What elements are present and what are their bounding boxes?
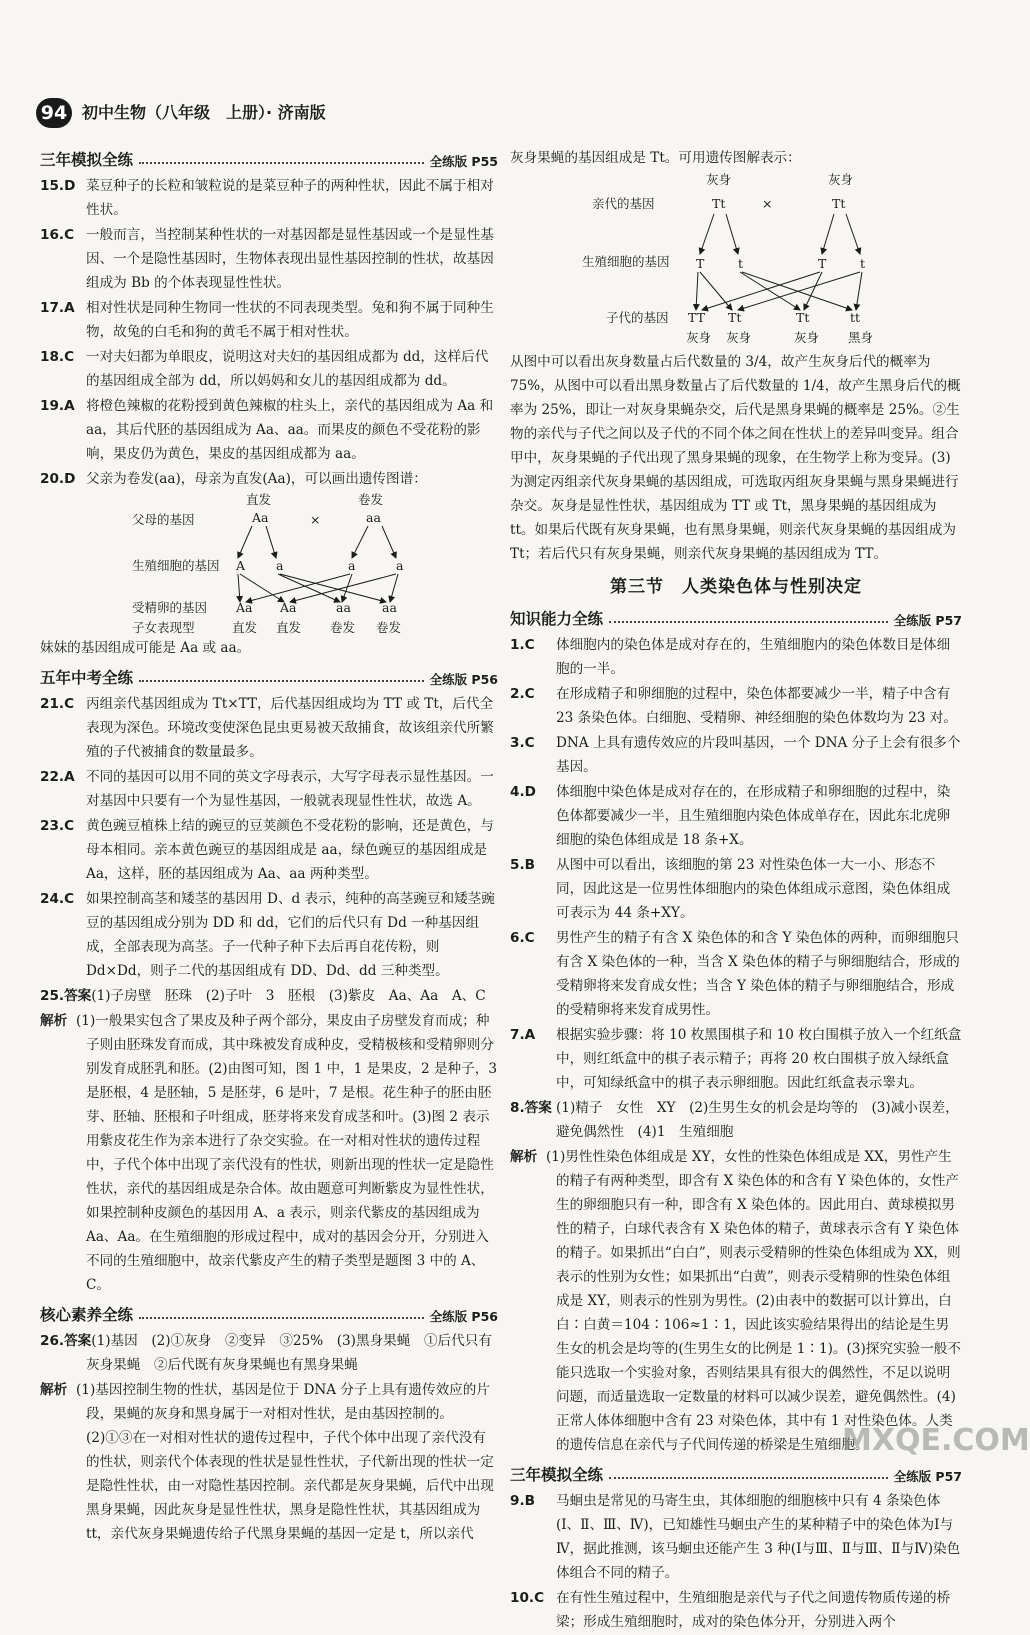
item-text: DNA 上具有遗传效应的片段叫基因，一个 DNA 分子上会有很多个基因。	[556, 735, 961, 775]
item-number: 3.C	[510, 735, 535, 751]
gamete: t	[860, 256, 866, 271]
answer-item	[40, 984, 498, 1008]
section-title: 三年模拟全练	[510, 1466, 604, 1484]
right-column	[510, 146, 962, 1635]
item-text: (1)基因控制生物的性状，基因是位于 DNA 分子上具有遗传效应的片段，果蝇的灰身和黑身属于一对相对性状，是由基因控制的。(2)①③在一对相对性状的遗传过程中，子代个体中出现了亲代没有的性状，则亲代个体表现的性状是显性性状，子代新出现的性状一定是隐性性状，由一对隐性基因控制。亲代都是灰身果蝇，后代中出现黑身果蝇，因此灰身是显性性状，黑身是隐性性状，其基因组成为 tt，亲代灰身果蝇遗传给子代黑身果蝇的基因一定是 t，所以亲代	[76, 1382, 494, 1542]
item-number: 2.C	[510, 686, 535, 702]
offspring-phenotype: 卷发	[330, 620, 356, 635]
item-number: 20.D	[40, 471, 76, 487]
answer-item	[40, 174, 498, 222]
item-text: 将橙色辣椒的花粉授到黄色辣椒的柱头上，亲代的基因组成为 Aa 和 aa，其后代胚的基因组成为 Aa、aa。而果皮的颜色不受花粉的影响，果皮仍为黄色，果皮的基因组成都为 aa。	[86, 398, 494, 462]
offspring-genotype: Aa	[280, 600, 297, 615]
section-header	[40, 1299, 498, 1325]
gamete: a	[276, 558, 284, 573]
gamete: T	[696, 256, 705, 271]
section-title: 三年模拟全练	[40, 151, 134, 169]
answer-item	[510, 731, 962, 779]
item-text: 在形成精子和卵细胞的过程中，染色体都要减少一半，精子中含有 23 条染色体。白细胞、受精卵、神经细胞的染色体数均为 23 对。	[556, 686, 957, 726]
item-text: 体细胞内的染色体是成对存在的，生殖细胞内的染色体数目是体细胞的一半。	[556, 637, 951, 677]
section-ref: 全练版 P57	[893, 613, 962, 628]
item-text: 根据实验步骤：将 10 枚黑围棋子和 10 枚白围棋子放入一个红纸盒中，则红纸盒中的棋子表示精子；再将 20 枚白围棋子放入绿纸盒中，可知绿纸盒中的棋子表示卵细胞。因此红纸盒表示睾丸。	[556, 1027, 962, 1091]
phenotype-label: 灰身	[706, 172, 732, 187]
continued-text: 灰身果蝇的基因组成是 Tt。可用遗传图解表示：	[510, 150, 801, 166]
item-number: 25.答案	[40, 988, 92, 1004]
offspring-genotype: Tt	[728, 310, 742, 325]
gamete: A	[236, 558, 246, 573]
book-title: 初中生物（八年级 上册）· 济南版	[82, 103, 326, 122]
item-number: 9.B	[510, 1493, 535, 1509]
phenotype-label: 灰身	[828, 172, 854, 187]
explanation	[40, 1378, 498, 1546]
item-number: 22.A	[40, 769, 75, 785]
diagram-conclusion: 妹妹的基因组成可能是 Aa 或 aa。	[40, 640, 251, 656]
answer-item	[40, 223, 498, 295]
offspring-genotype: Aa	[236, 600, 253, 615]
item-number: 8.答案	[510, 1100, 552, 1116]
phenotype-label: 卷发	[358, 492, 384, 507]
row-label: 子女表现型	[132, 620, 195, 635]
item-number: 解析	[40, 1382, 68, 1398]
item-number: 10.C	[510, 1590, 545, 1606]
page-header	[36, 96, 964, 132]
section-ref: 全练版 P56	[429, 1309, 498, 1324]
item-text: 一般而言，当控制某种性状的一对基因都是显性基因或一个是显性基因、一个是隐性基因时，生物体表现出显性基因控制的性状，故基因组成为 Bb 的个体表现显性性状。	[86, 227, 494, 291]
phenotype-label: 直发	[246, 492, 272, 507]
row-label: 父母的基因	[132, 512, 195, 527]
item-number: 16.C	[40, 227, 75, 243]
item-text: 男性产生的精子有含 X 染色体的和含 Y 染色体的两种，而卵细胞只有含 X 染色体的一种，当含 X 染色体的精子与卵细胞结合，形成的受精卵将来发育成女性；当含 Y 染色体的精子与卵细胞结合，形成的受精卵将来发育成男性。	[556, 930, 960, 1018]
answer-item	[40, 394, 498, 466]
item-text: 父亲为卷发(aa)，母亲为直发(Aa)，可以画出遗传图谱：	[86, 471, 427, 487]
item-number: 解析	[40, 1013, 68, 1029]
offspring-genotype: tt	[850, 310, 861, 325]
item-number: 17.A	[40, 300, 75, 316]
answer-item	[40, 296, 498, 344]
offspring-phenotype: 灰身	[794, 330, 820, 345]
chapter-title: 第三节 人类染色体与性别决定	[610, 577, 862, 597]
answer-item	[40, 692, 498, 764]
watermark: MXQE.COM	[842, 1423, 1030, 1458]
gamete: a	[348, 558, 356, 573]
row-label: 受精卵的基因	[132, 600, 208, 615]
offspring-genotype: Tt	[796, 310, 810, 325]
answer-item	[510, 853, 962, 925]
section-header	[40, 662, 498, 688]
answer-item	[510, 780, 962, 852]
item-text: 黄色豌豆植株上结的豌豆的豆荚颜色不受花粉的影响，还是黄色，与母本相同。亲本黄色豌豆的基因组成是 aa，绿色豌豆的基因组成是 Aa，这样，胚的基因组成为 Aa、aa 两种类型。	[86, 818, 494, 882]
item-text: (1)男性性染色体组成是 XY，女性的性染色体组成是 XX，男性产生的精子有两种类型，即含有 X 染色体的和含有 Y 染色体的，女性产生的卵细胞只有一种，即含有 X 染色体的。因此用白、黄球模拟男性的精子，白球代表含有 X 染色体的精子，黄球表示含有 Y 染色体的精子。如果抓出“白白”，则表示受精卵的性染色体组成为 XX，则表示的性别为女性；如果抓出“白黄”，则表示受精卵的性染色体组成是 XY，则表示的性别为男性。(2)由表中的数据可以计算出，白白∶白黄＝104∶106≈1∶1，因此该实验结果得出的结论是生男生女的机会是均等的(生男生女的比例是 1∶1)。(3)探究实验一般不能只选取一个实验对象，否则结果具有很大的偶然性，不足以说明问题，而适量选取一定数量的材料可以减少误差，避免偶然性。(4)正常人体体细胞中含有 23 对染色体，其中有 1 对性染色体。人类的遗传信息在亲代与子代间传递的桥梁是生殖细胞。	[546, 1149, 961, 1453]
item-number: 24.C	[40, 891, 75, 907]
cross-symbol: ×	[310, 512, 321, 527]
answer-item	[40, 814, 498, 886]
answer-item	[510, 1023, 962, 1095]
item-number: 18.C	[40, 349, 75, 365]
section-ref: 全练版 P56	[429, 672, 498, 687]
item-text: 体细胞中染色体是成对存在的，在形成精子和卵细胞的过程中，染色体都要减少一半，且生殖细胞内染色体成单存在，因此东北虎卵细胞的染色体组成是 18 条+X。	[556, 784, 951, 848]
section-title: 知识能力全练	[510, 610, 604, 628]
continued-text: 从图中可以看出灰身数量占后代数量的 3/4，故产生灰身后代的概率为 75%，从图中可以看出黑身数量占了后代数量的 1/4，故产生黑身后代的概率为 25%，即让一对灰身果蝇杂交，后代是黑身果蝇的概率是 25%。②生物的亲代与子代之间以及子代的不同个体之间在性状上的差异叫变异。组合甲中，灰身果蝇的子代出现了黑身果蝇的现象，在生物学上称为变异。(3)为测定丙组亲代灰身果蝇的基因组成，可选取丙组灰身果蝇与黑身果蝇进行杂交。灰身是显性性状，基因组成为 TT 或 Tt，黑身果蝇的基因组成为 tt。如果后代既有灰身果蝇，也有黑身果蝇，则亲代灰身果蝇的基因组成为 Tt；若后代只有灰身果蝇，则亲代灰身果蝇的基因组成为 TT。	[510, 354, 961, 562]
item-number: 解析	[510, 1149, 538, 1165]
item-number: 6.C	[510, 930, 535, 946]
offspring-phenotype: 直发	[232, 620, 258, 635]
item-number: 15.D	[40, 178, 76, 194]
answer-item	[510, 1096, 962, 1144]
item-text: 如果控制高茎和矮茎的基因用 D、d 表示，纯种的高茎豌豆和矮茎豌豆的基因组成分别为 DD 和 dd，它们的后代只有 Dd 一种基因组成，全部表现为高茎。子一代种子种下去后再自花传粉，则 Dd×Dd，则子二代的基因组成有 DD、Dd、dd 三种类型。	[86, 891, 495, 979]
offspring-phenotype: 卷发	[376, 620, 402, 635]
answer-item	[510, 1586, 962, 1634]
item-number: 26.答案	[40, 1333, 92, 1349]
row-label: 亲代的基因	[592, 196, 655, 211]
offspring-phenotype: 直发	[276, 620, 302, 635]
row-label: 生殖细胞的基因	[582, 254, 670, 269]
item-text: 菜豆种子的长粒和皱粒说的是菜豆种子的两种性状，因此不属于相对性状。	[86, 178, 494, 218]
answer-item	[40, 1329, 498, 1377]
item-number: 19.A	[40, 398, 75, 414]
answer-item	[40, 345, 498, 393]
cross-symbol: ×	[762, 196, 773, 211]
answer-item	[40, 887, 498, 983]
inheritance-diagram-fruitfly	[510, 170, 960, 352]
parent-genotype: aa	[366, 510, 381, 525]
row-label: 生殖细胞的基因	[132, 558, 220, 573]
section-ref: 全练版 P55	[429, 154, 498, 169]
gamete: a	[396, 558, 404, 573]
item-text: 丙组亲代基因组成为 Tt×TT，后代基因组成均为 TT 或 Tt，后代全表现为深色。环境改变使深色昆虫更易被天敌捕食，故该组亲代所繁殖的子代被捕食的数量最多。	[86, 696, 494, 760]
gamete: T	[818, 256, 827, 271]
item-number: 1.C	[510, 637, 535, 653]
offspring-genotype: aa	[336, 600, 351, 615]
parent-genotype: Tt	[832, 196, 846, 211]
item-number: 21.C	[40, 696, 75, 712]
explanation	[510, 1145, 962, 1457]
offspring-genotype: TT	[688, 310, 705, 325]
section-header	[510, 603, 962, 629]
section-ref: 全练版 P57	[893, 1469, 962, 1484]
answer-item	[40, 765, 498, 813]
item-number: 4.D	[510, 784, 536, 800]
parent-genotype: Aa	[252, 510, 269, 525]
item-text: 一对夫妇都为单眼皮，说明这对夫妇的基因组成都为 dd，这样后代的基因组成全部为 dd，所以妈妈和女儿的基因组成都为 dd。	[86, 349, 489, 389]
item-text: 马蛔虫是常见的马寄生虫，其体细胞的细胞核中只有 4 条染色体(Ⅰ、Ⅱ、Ⅲ、Ⅳ)，已知雄性马蛔虫产生的某种精子中的染色体为Ⅰ与Ⅳ，据此推测，该马蛔虫还能产生 3 种(Ⅰ与Ⅲ、Ⅱ与Ⅲ、Ⅱ与Ⅳ)染色体组合不同的精子。	[556, 1493, 961, 1581]
inheritance-diagram-hair	[40, 490, 490, 640]
item-text: (1)精子 女性 XY (2)生男生女的机会是均等的 (3)减小误差，避免偶然性 (4)1 生殖细胞	[556, 1100, 959, 1140]
item-text: (1)子房壁 胚珠 (2)子叶 3 胚根 (3)紫皮 Aa、Aa A、C	[91, 988, 486, 1004]
explanation	[40, 1009, 498, 1297]
item-text: (1)一般果实包含了果皮及种子两个部分，果皮由子房壁发育而成；种子则由胚珠发育而成，其中珠被发育成种皮，受精极核和受精卵则分别发育成胚乳和胚。(2)由图可知，图 1 中，1 是果皮，2 是种子，3 是胚根，4 是胚轴，5 是胚芽，6 是叶，7 是根。花生种子的胚由胚芽、胚轴、胚根和子叶组成，胚芽将来发育成茎和叶。(3)图 2 表示用紫皮花生作为亲本进行了杂交实验。在一对相对性状的遗传过程中，子代个体中出现了亲代没有的性状，则新出现的性状一定是隐性性状，亲代的基因组成是杂合体。故由题意可判断紫皮为显性性状，如果控制种皮颜色的基因用 A、a 表示，则亲代紫皮的基因组成为 Aa、Aa。在生殖细胞的形成过程中，成对的基因会分开，分别进入不同的生殖细胞中，故亲代紫皮产生的精子类型是题图 3 中的 A、C。	[76, 1013, 497, 1293]
item-text: 从图中可以看出，该细胞的第 23 对性染色体一大一小、形态不同，因此这是一位男性体细胞内的染色体组成示意图，染色体组成可表示为 44 条+XY。	[556, 857, 951, 921]
answer-item	[510, 926, 962, 1022]
offspring-phenotype: 黑身	[848, 330, 874, 345]
item-number: 5.B	[510, 857, 535, 873]
section-title: 五年中考全练	[40, 669, 134, 687]
offspring-genotype: aa	[382, 600, 397, 615]
item-text: 在有性生殖过程中，生殖细胞是亲代与子代之间遗传物质传递的桥梁；形成生殖细胞时，成对的染色体分开，分别进入两个	[556, 1590, 951, 1630]
section-title: 核心素养全练	[40, 1306, 134, 1324]
answer-item	[510, 633, 962, 681]
answer-item	[40, 467, 498, 491]
gamete: t	[738, 256, 744, 271]
answer-item	[510, 1489, 962, 1585]
item-number: 7.A	[510, 1027, 536, 1043]
offspring-phenotype: 灰身	[686, 330, 712, 345]
row-label: 子代的基因	[606, 310, 669, 325]
answer-item	[510, 682, 962, 730]
page-number: 94	[36, 98, 72, 128]
item-text: 相对性状是同种生物同一性状的不同表现类型。兔和狗不属于同种生物，故兔的白毛和狗的黄毛不属于相对性状。	[86, 300, 494, 340]
item-text: 不同的基因可以用不同的英文字母表示，大写字母表示显性基因。一对基因中只要有一个为显性基因，一般就表现显性性状，故选 A。	[86, 769, 494, 809]
item-number: 23.C	[40, 818, 75, 834]
parent-genotype: Tt	[712, 196, 726, 211]
section-header	[40, 144, 498, 170]
left-column	[40, 142, 498, 1547]
item-text: (1)基因 (2)①灰身 ②变异 ③25% (3)黑身果蝇 ①后代只有灰身果蝇 ②后代既有灰身果蝇也有黑身果蝇	[86, 1333, 492, 1373]
offspring-phenotype: 灰身	[726, 330, 752, 345]
